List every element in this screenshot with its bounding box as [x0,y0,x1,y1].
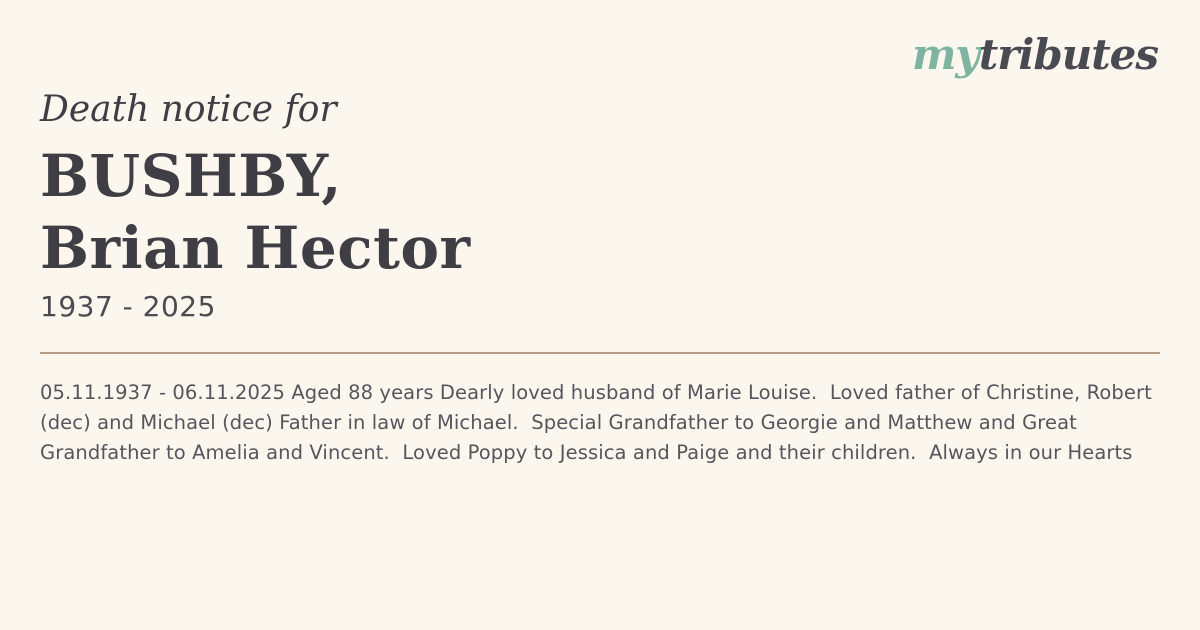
divider [40,352,1160,354]
logo-my: my [911,30,979,79]
notice-body-text: 05.11.1937 - 06.11.2025 Aged 88 years Dearly loved husband of Marie Louise. Loved father of Christine, Robert (dec) and Michael (dec) Father in law of Michael. Special Grandfather to Georgie and Matthew and Great Grandfather to Amelia and Vincent. Loved Poppy to Jessica and Paige and their children. Always in our Hearts [40,381,1159,464]
deceased-surname: BUSHBY, [40,142,342,210]
death-notice-label: Death notice for [40,89,337,130]
logo-tributes: tributes [978,30,1158,79]
deceased-name [40,140,471,284]
mytributes-logo [911,30,1158,79]
deceased-given-names: Brian Hector [40,214,471,282]
life-years: 1937 - 2025 [40,290,216,323]
